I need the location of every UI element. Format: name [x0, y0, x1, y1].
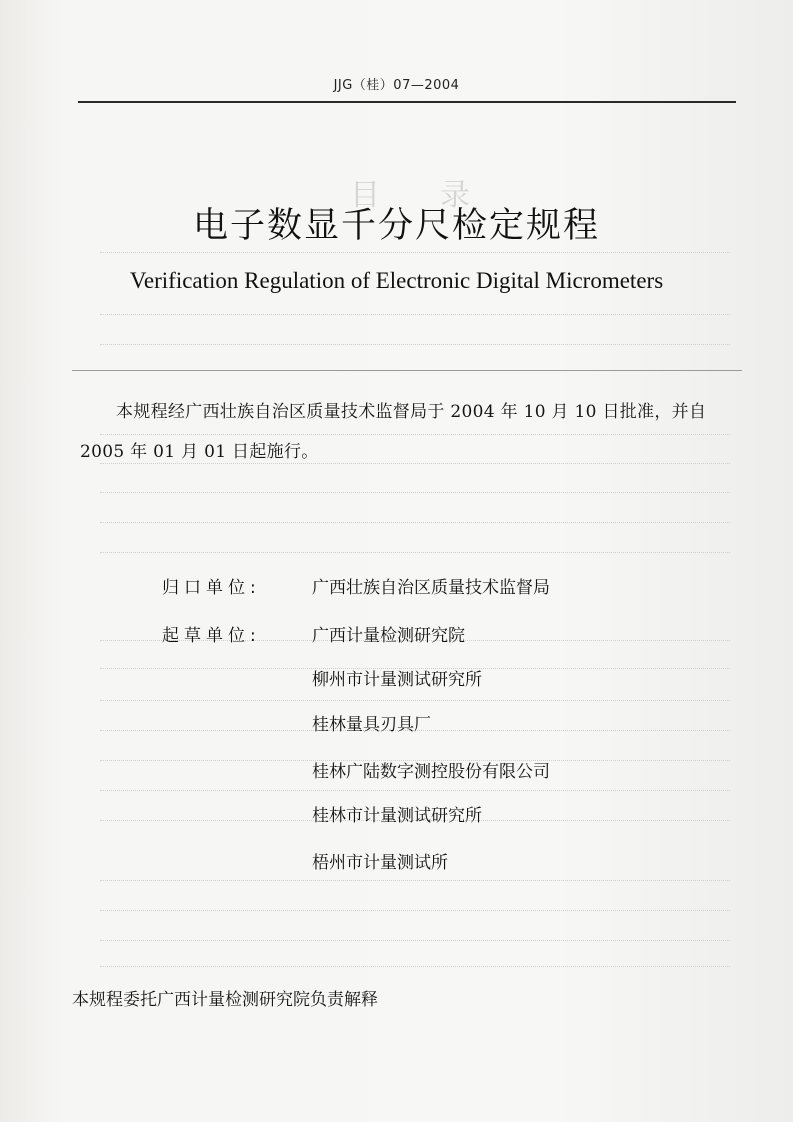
responsible-unit-label: 归口单位:	[162, 578, 261, 598]
bleed-through-decoration	[100, 522, 730, 523]
drafting-unit-label: 起草单位:	[162, 626, 261, 646]
document-title-cn: 电子数显千分尺检定规程	[192, 206, 600, 246]
bleed-through-decoration	[100, 314, 730, 315]
bleed-through-decoration	[100, 966, 730, 967]
interpretation-note: 本规程委托广西计量检测研究院负责解释	[72, 990, 378, 1010]
bleed-through-decoration	[100, 910, 730, 911]
drafting-unit-item: 梧州市计量测试所	[312, 853, 448, 873]
bleed-through-decoration	[100, 790, 730, 791]
bleed-through-decoration	[100, 940, 730, 941]
standard-code: JJG（桂）07—2004	[333, 78, 460, 93]
drafting-unit-item: 柳州市计量测试研究所	[312, 670, 482, 690]
header-divider	[78, 101, 736, 103]
bleed-through-decoration	[100, 552, 730, 553]
section-divider	[72, 370, 742, 371]
drafting-unit-item: 桂林市计量测试研究所	[312, 806, 482, 826]
bleed-through-decoration	[100, 344, 730, 345]
responsible-unit-value: 广西壮族自治区质量技术监督局	[312, 578, 550, 598]
bleed-through-decoration	[100, 880, 730, 881]
document-title-en: Verification Regulation of Electronic Digital Micrometers	[129, 268, 664, 293]
drafting-unit-item: 桂林量具刃具厂	[312, 715, 431, 735]
drafting-unit-item: 桂林广陆数字测控股份有限公司	[312, 762, 550, 782]
bleed-through-decoration	[100, 700, 730, 701]
bleed-through-decoration	[100, 252, 730, 253]
bleed-through-decoration: 目录	[350, 178, 530, 213]
bleed-through-decoration	[100, 492, 730, 493]
approval-statement: 本规程经广西壮族自治区质量技术监督局于 2004 年 10 月 10 日批准，并自 2005 年 01 月 01 日起施行。	[80, 402, 707, 462]
drafting-unit-item: 广西计量检测研究院	[312, 626, 465, 646]
